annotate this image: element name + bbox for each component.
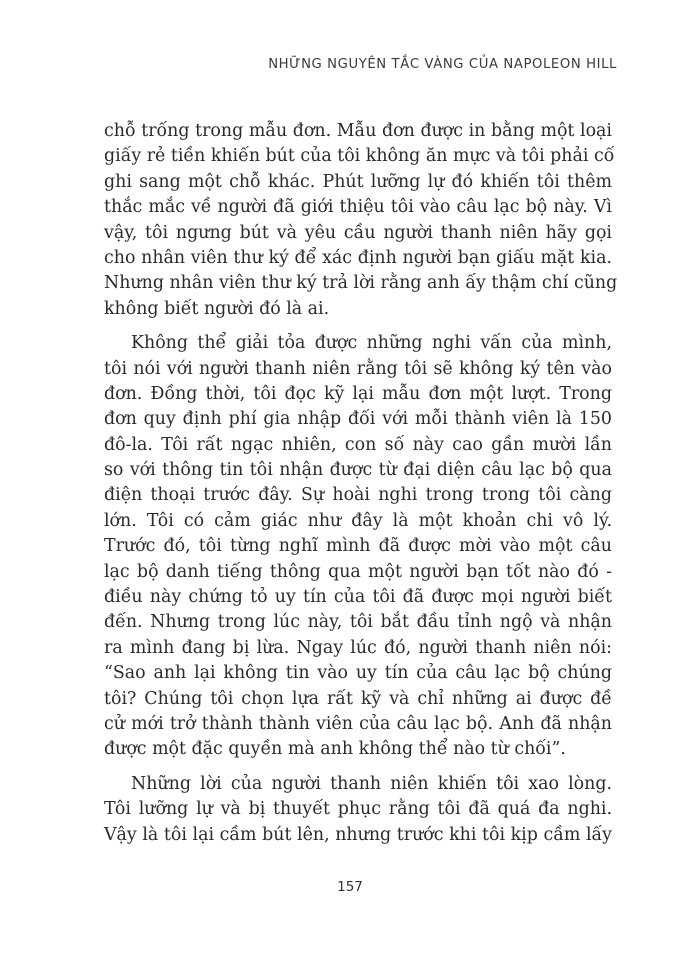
text-line: Tôi lưỡng lự và bị thuyết phục rằng tôi đã quá đa nghi. — [104, 799, 612, 820]
text-line: Nhưng nhân viên thư ký trả lời rằng anh ấy thậm chí cũng — [104, 273, 618, 294]
text-line: tôi? Chúng tôi chọn lựa rất kỹ và chỉ những ai được đề — [104, 688, 612, 709]
text-line: Không thể giải tỏa được những nghi vấn của mình, — [131, 333, 612, 354]
text-line: thắc mắc về người đã giới thiệu tôi vào câu lạc bộ này. Vì — [104, 197, 612, 218]
text-line: được một đặc quyền mà anh không thể nào từ chối”. — [104, 739, 566, 760]
page-number: 157 — [337, 879, 363, 895]
text-line: cử mới trở thành thành viên của câu lạc bộ. Anh đã nhận — [104, 713, 612, 734]
text-line: giấy rẻ tiền khiến bút của tôi không ăn mực và tôi phải cố — [104, 146, 615, 167]
paragraph-2 — [104, 331, 612, 763]
text-line: đơn quy định phí gia nhập đối với mỗi thành viên là 150 — [104, 409, 612, 430]
text-line: đô-la. Tôi rất ngạc nhiên, con số này cao gần mười lần — [104, 434, 612, 455]
text-line: “Sao anh lại không tin vào uy tín của câu lạc bộ chúng — [104, 663, 612, 684]
text-line: điện thoại trước đây. Sự hoài nghi trong trong tôi càng — [104, 485, 612, 506]
text-line: Vậy là tôi lại cầm bút lên, nhưng trước khi tôi kịp cầm lấy — [104, 824, 612, 845]
text-line: vậy, tôi ngưng bút và yêu cầu người thanh niên hãy gọi — [104, 222, 612, 243]
text-line: Trước đó, tôi từng nghĩ mình đã được mời vào một câu — [104, 536, 612, 557]
text-line: lớn. Tôi có cảm giác như đây là một khoản chi vô lý. — [104, 510, 612, 531]
text-line: so với thông tin tôi nhận được từ đại diện câu lạc bộ qua — [104, 460, 612, 481]
text-line: Những lời của người thanh niên khiến tôi xao lòng. — [131, 773, 612, 794]
paragraph-1 — [104, 119, 618, 322]
text-line: tôi nói với người thanh niên rằng tôi sẽ không ký tên vào — [104, 358, 612, 379]
text-line: chỗ trống trong mẫu đơn. Mẫu đơn được in bằng một loại — [104, 121, 612, 141]
running-header: NHỮNG NGUYÊN TẮC VÀNG CỦA NAPOLEON HILL — [268, 57, 617, 72]
text-line: đơn. Đồng thời, tôi đọc kỹ lại mẫu đơn một lượt. Trong — [104, 383, 612, 404]
text-line: ghi sang một chỗ khác. Phút lưỡng lự đó khiến tôi thêm — [104, 171, 612, 192]
body-text — [104, 119, 618, 857]
text-line: cho nhân viên thư ký để xác định người bạn giấu mặt kia. — [104, 247, 612, 268]
text-line: ra mình đang bị lừa. Ngay lúc đó, người thanh niên nói: — [104, 637, 612, 658]
text-line: không biết người đó là ai. — [104, 298, 330, 319]
paragraph-3 — [104, 772, 612, 848]
text-line: lạc bộ danh tiếng thông qua một người bạn tốt nào đó - — [104, 561, 612, 582]
text-line: điều này chứng tỏ uy tín của tôi đã được mọi người biết — [104, 587, 612, 608]
text-line: đến. Nhưng trong lúc này, tôi bắt đầu tỉnh ngộ và nhận — [104, 612, 612, 633]
